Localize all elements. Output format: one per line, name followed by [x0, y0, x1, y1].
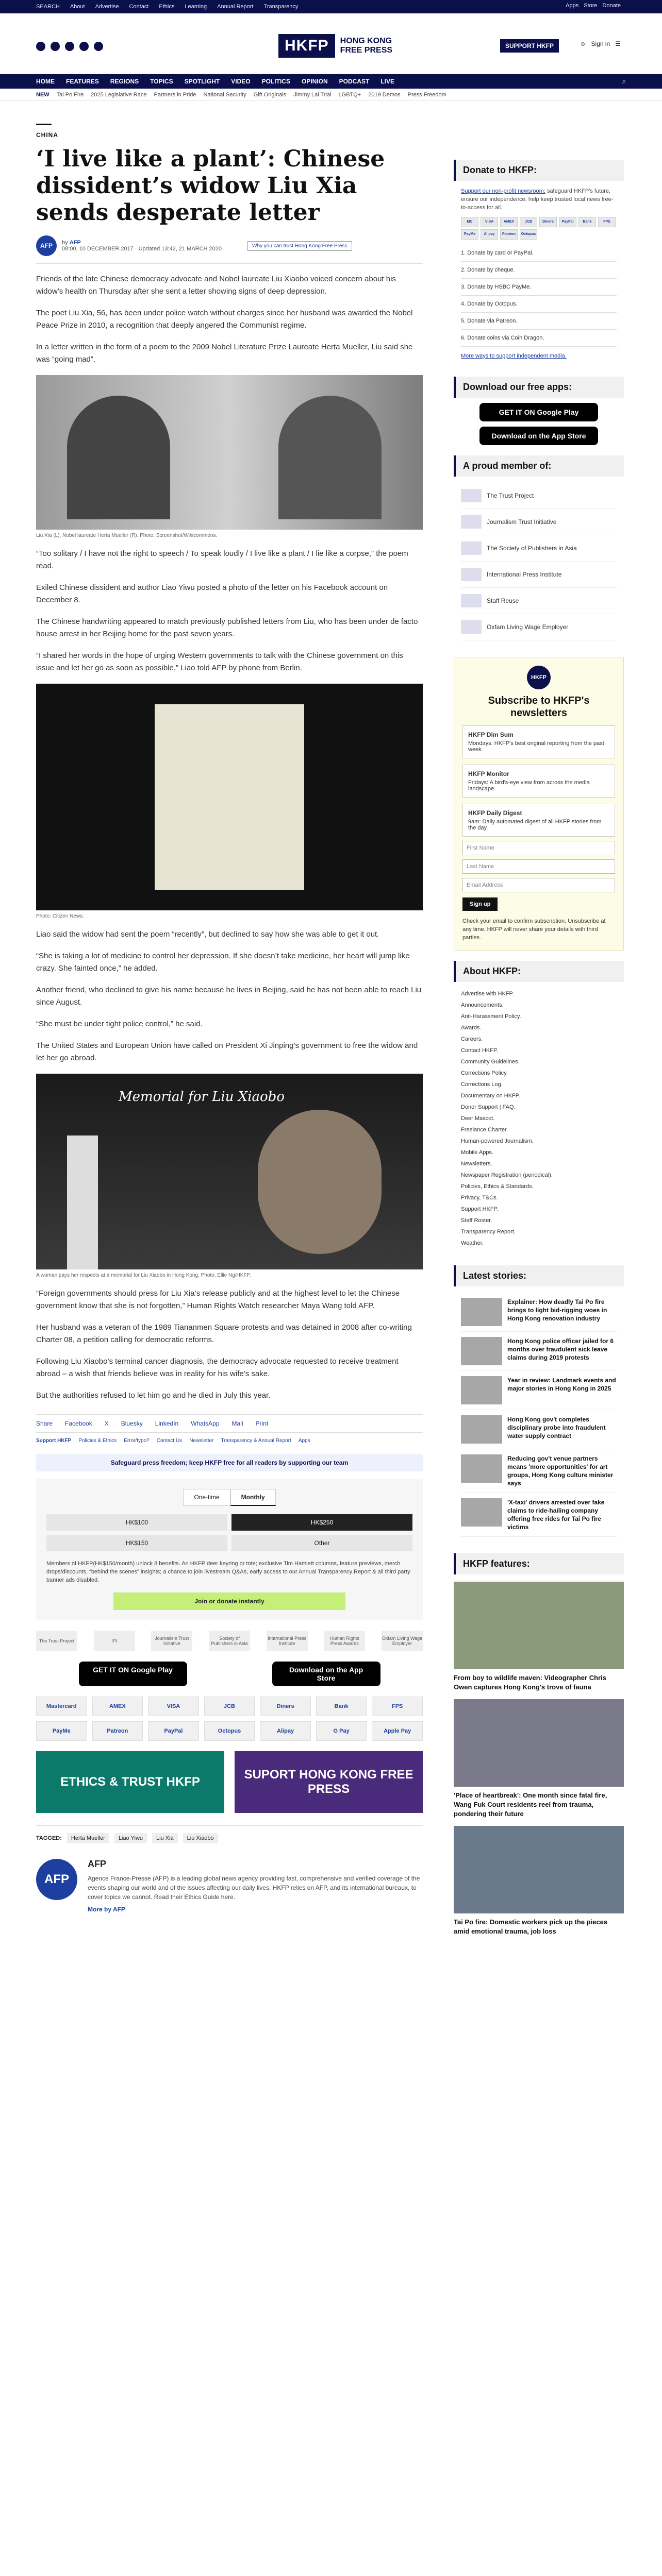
- payment-method[interactable]: JCB: [204, 1697, 255, 1716]
- promo-banners: [36, 1751, 423, 1813]
- site-header: [0, 13, 662, 74]
- about-link[interactable]: Corrections Log.: [461, 1081, 503, 1088]
- card-logo[interactable]: PayPal: [559, 217, 576, 227]
- feature-title: From boy to wildlife maven: Videographer Chris Owen captures Hong Kong's trove of fauna: [454, 1674, 606, 1691]
- donate-support-link[interactable]: Support our non-profit newsroom;: [461, 188, 545, 194]
- utility-link-search[interactable]: SEARCH: [36, 4, 60, 10]
- about-link[interactable]: Support HKFP.: [461, 1206, 499, 1212]
- trending-tag[interactable]: Gift Originals: [253, 92, 287, 98]
- latest-story[interactable]: [461, 1293, 617, 1332]
- member-name: Staff Reuse: [487, 597, 519, 604]
- article-paragraph: But the authorities refused to let him go and he died in July this year.: [36, 1391, 271, 1400]
- newsletter-link[interactable]: Newsletter: [189, 1438, 214, 1444]
- article-paragraph: The Chinese handwriting appeared to match previously published letters from Liu, who has been under de facto house arrest in her Beijing home for the past seven years.: [36, 617, 418, 638]
- newsletter-badge: HKFP: [527, 666, 551, 689]
- toggle-monthly[interactable]: Monthly: [230, 1489, 276, 1506]
- member-logo: [461, 515, 482, 529]
- memorial-banner-text: Memorial for Liu Xiaobo: [119, 1089, 285, 1105]
- join-donate-button[interactable]: Join or donate instantly: [113, 1592, 345, 1610]
- tag-chip[interactable]: Herta Mueller: [67, 1833, 109, 1843]
- utility-link-donate[interactable]: Donate: [602, 3, 621, 9]
- new-badge: NEW: [36, 92, 49, 98]
- youtube-icon[interactable]: [79, 42, 89, 51]
- about-link[interactable]: Announcements.: [461, 1002, 504, 1008]
- amount-options: [46, 1514, 412, 1551]
- article-paragraph: “I shared her words in the hope of urging Western governments to talk with the Chinese government on this issue and let her go as soon as possible,” Liao told AFP by phone from Berlin.: [36, 651, 403, 672]
- member-logo: [461, 489, 482, 502]
- about-link[interactable]: Deer Mascot.: [461, 1115, 495, 1122]
- about-link[interactable]: Weather.: [461, 1240, 484, 1246]
- about-link[interactable]: Anti-Harassment Policy.: [461, 1013, 521, 1020]
- about-link[interactable]: Contact HKFP.: [461, 1047, 498, 1054]
- partner-logo[interactable]: International Press Institute: [267, 1631, 308, 1651]
- article-category[interactable]: CHINA: [36, 131, 58, 139]
- amount-option[interactable]: HK$100: [46, 1514, 227, 1531]
- tagged-row: [36, 1825, 423, 1843]
- trending-tag[interactable]: Press Freedom: [407, 92, 446, 98]
- payment-method[interactable]: Patreon: [92, 1721, 143, 1741]
- article-paragraph: Another friend, who declined to give his name because he lives in Beijing, said he has not been able to reach Liu since August.: [36, 986, 422, 1007]
- portrait-right: [278, 396, 382, 519]
- article-photo-memorial: [36, 1074, 423, 1269]
- member-item[interactable]: [461, 483, 617, 509]
- member-name: Oxfam Living Wage Employer: [487, 623, 569, 631]
- partner-logo[interactable]: The Trust Project: [36, 1631, 77, 1651]
- latest-story[interactable]: [461, 1371, 617, 1410]
- trending-tag[interactable]: Tai Po Fire: [56, 92, 84, 98]
- nav-item-podcast[interactable]: PODCAST: [339, 78, 370, 85]
- payment-method[interactable]: PayMe: [36, 1721, 87, 1741]
- site-logo[interactable]: [278, 34, 392, 58]
- logo-line-2: FREE PRESS: [340, 46, 393, 55]
- member-item[interactable]: [461, 509, 617, 535]
- author-box-bio: Agence France-Presse (AFP) is a leading global news agency providing fast, comprehensive and verified coverage of the events shaping our world and of the issues affecting our daily lives. HKFP relies on AFP, and its international bureaux, to cover topics we cannot. Read their Ethics Guide here.: [88, 1875, 420, 1901]
- about-link[interactable]: Privacy, T&Cs.: [461, 1195, 498, 1201]
- utility-link-learning[interactable]: Learning: [185, 4, 207, 10]
- contact-link[interactable]: Contact Us: [156, 1438, 183, 1444]
- nav-item-topics[interactable]: TOPICS: [150, 78, 173, 85]
- amount-option-selected[interactable]: HK$250: [231, 1514, 412, 1531]
- support-links: [36, 1438, 423, 1444]
- membership-benefits: Members of HKFP(HK$150/month) unlock 8 benefits. An HKFP deer keyring or tote; exclusive Tim Hamlett columns, feature previews, merch drops/discounts, “behind the scenes” insights; a chance to join livestream Q&As, early access to our Annual Transparency Report & all third party banner ads disabled.: [46, 1561, 410, 1583]
- error-link[interactable]: Error/typo?: [124, 1438, 150, 1444]
- feature-story[interactable]: [454, 1582, 624, 1692]
- author-box-name[interactable]: AFP: [88, 1859, 106, 1869]
- byline-author[interactable]: AFP: [69, 240, 81, 246]
- story-thumbnail: [461, 1298, 502, 1326]
- toggle-one-time[interactable]: One-time: [183, 1489, 230, 1506]
- feature-story[interactable]: [454, 1699, 624, 1819]
- app-store-button[interactable]: Download on the App Store: [272, 1662, 380, 1686]
- share-bluesky[interactable]: Bluesky: [121, 1420, 143, 1427]
- support-link[interactable]: Support HKFP: [36, 1438, 72, 1444]
- latest-story[interactable]: [461, 1449, 617, 1493]
- story-thumbnail: [461, 1454, 502, 1483]
- sidebar-google-play-button[interactable]: GET IT ON Google Play: [479, 403, 598, 421]
- ethics-promo[interactable]: ETHICS & TRUST HKFP: [36, 1751, 224, 1813]
- instagram-icon[interactable]: [65, 42, 74, 51]
- utility-link-about[interactable]: About: [70, 4, 85, 10]
- payment-methods: [36, 1697, 423, 1741]
- card-logo[interactable]: Octopus: [520, 229, 537, 240]
- newsletter-option-name: HKFP Dim Sum: [468, 731, 514, 738]
- article-paragraph: The United States and European Union have called on President Xi Jinping’s government to free the widow and let her go abroad.: [36, 1041, 418, 1062]
- logo-line-1: HONG KONG: [340, 37, 392, 45]
- trending-tag[interactable]: Partners in Pride: [154, 92, 196, 98]
- story-title: Reducing gov't venue partners means 'more opportunities' for art groups, Hong Kong culture minister says: [507, 1455, 614, 1487]
- logo-wordmark: [340, 37, 392, 55]
- donate-description: safeguard HKFP's future, ensure our independence, help keep trusted local news free-to-access for all.: [461, 188, 614, 211]
- member-item[interactable]: [461, 588, 617, 614]
- nav-item-live[interactable]: LIVE: [380, 78, 394, 85]
- main-nav: [0, 74, 662, 89]
- story-thumbnail: [461, 1415, 502, 1444]
- partner-logo[interactable]: Journalism Trust Initiative: [151, 1631, 192, 1651]
- feature-title: 'Place of heartbreak': One month since fatal fire, Wang Fuk Court residents reel from trauma, pondering their future: [454, 1791, 607, 1818]
- latest-story[interactable]: [461, 1332, 617, 1371]
- article-paragraph: The poet Liu Xia, 56, has been under police watch without charges since her husband was awarded the Nobel Peace Prize in 2010, a recognition that deeply angered the Communist regime.: [36, 309, 413, 330]
- tag-chip[interactable]: Liao Yiwu: [114, 1833, 147, 1843]
- share-mail[interactable]: Mail: [231, 1420, 243, 1427]
- share-x[interactable]: X: [104, 1420, 109, 1427]
- donate-option[interactable]: 2. Donate by cheque.: [461, 262, 617, 279]
- trending-tag[interactable]: LGBTQ+: [338, 92, 361, 98]
- mourner-figure: [67, 1136, 98, 1269]
- story-title: 'X-taxi' drivers arrested over fake claims to ride-hailing company offering free rides for Tai Po fire victims: [507, 1499, 605, 1531]
- google-play-button[interactable]: GET IT ON Google Play: [79, 1662, 187, 1686]
- feature-story[interactable]: [454, 1826, 624, 1936]
- member-logo: [461, 541, 482, 555]
- photo-caption: A woman pays her respects at a memorial for Liu Xiaobo in Hong Kong. Photo: Ellie Ng/HKFP.: [36, 1273, 251, 1278]
- story-thumbnail: [461, 1337, 502, 1365]
- article-paragraph: “Foreign governments should press for Liu Xia’s release publicly and at the highest level to let the Chinese government know that she is not forgotten,” Human Rights Watch researcher Maya Wang told AFP.: [36, 1289, 400, 1310]
- about-link[interactable]: Policies, Ethics & Standards.: [461, 1183, 534, 1190]
- partner-logo[interactable]: Society of Publishers in Asia: [209, 1631, 250, 1651]
- author-box-text: [88, 1859, 423, 1913]
- article-paragraph: Following Liu Xiaobo’s terminal cancer diagnosis, the democracy advocate requested to receive treatment abroad – a wish that friends believe was in reality for his wife’s sake.: [36, 1357, 399, 1378]
- member-item[interactable]: [461, 562, 617, 588]
- payment-method[interactable]: Diners: [260, 1697, 311, 1716]
- last-name-input[interactable]: Last Name: [462, 859, 615, 874]
- divider: [36, 263, 423, 264]
- payment-method[interactable]: Alipay: [260, 1721, 311, 1741]
- newsletter-signup: [454, 657, 624, 951]
- photo-caption: Liu Xia (L), Nobel laureate Herta Mueller (R). Photo: Screenshot/Wikicommons.: [36, 533, 218, 538]
- newsletter-option-name: HKFP Monitor: [468, 770, 509, 777]
- payment-method[interactable]: Octopus: [204, 1721, 255, 1741]
- member-logo: [461, 620, 482, 634]
- nav-item-regions[interactable]: REGIONS: [110, 78, 139, 85]
- member-item[interactable]: [461, 535, 617, 562]
- about-heading: About HKFP:: [454, 961, 624, 982]
- tag-chip[interactable]: Liu Xia: [152, 1833, 178, 1843]
- donate-section: [454, 181, 624, 366]
- story-title: Year in review: Landmark events and major stories in Hong Kong in 2025: [507, 1377, 616, 1392]
- telegram-icon[interactable]: [94, 42, 103, 51]
- card-logo[interactable]: FPS: [598, 217, 616, 227]
- portrait-left: [67, 396, 170, 519]
- photo-caption: Photo: Citizen News.: [36, 913, 84, 919]
- article-paragraph: “She must be under tight police control,” he said.: [36, 1020, 203, 1028]
- handwritten-letter: [155, 704, 304, 890]
- about-list: [454, 982, 624, 1255]
- story-thumbnail: [461, 1498, 502, 1527]
- card-logo[interactable]: MC: [461, 217, 478, 227]
- about-link[interactable]: Community Guidelines.: [461, 1059, 520, 1065]
- member-name: The Trust Project: [487, 492, 534, 499]
- article-headline: ‘I live like a plant’: Chinese dissident’s widow Liu Xia sends desperate letter: [36, 146, 385, 226]
- about-link[interactable]: Freelance Charter.: [461, 1127, 508, 1133]
- main-nav-items: [36, 78, 394, 85]
- nav-item-spotlight[interactable]: SPOTLIGHT: [184, 78, 220, 85]
- story-thumbnail: [461, 1376, 502, 1404]
- about-link[interactable]: Advertise with HKFP.: [461, 991, 514, 997]
- about-link[interactable]: Donor Support | FAQ.: [461, 1104, 516, 1110]
- signin-link[interactable]: Sign in: [591, 40, 610, 47]
- payment-method[interactable]: G Pay: [316, 1721, 367, 1741]
- byline: [36, 235, 423, 256]
- payment-method[interactable]: Apple Pay: [372, 1721, 423, 1741]
- utility-link-annual-report[interactable]: Annual Report: [217, 4, 254, 10]
- newsletter-option-dimsum[interactable]: [462, 725, 615, 758]
- social-icons: [36, 42, 103, 51]
- member-name: Journalism Trust Initiative: [487, 518, 557, 526]
- partner-logos: [36, 1631, 423, 1651]
- card-logo[interactable]: Diners: [539, 217, 557, 227]
- card-logo[interactable]: VISA: [481, 217, 498, 227]
- transparency-link[interactable]: Transparency & Annual Report: [221, 1438, 291, 1444]
- utility-link-contact[interactable]: Contact: [129, 4, 149, 10]
- member-logo: [461, 594, 482, 607]
- partner-logo[interactable]: Oxfam Living Wage Employer: [382, 1631, 423, 1651]
- story-title: Explainer: How deadly Tai Po fire brings to light bid-rigging woes in Hong Kong renovation industry: [507, 1298, 607, 1322]
- share-print[interactable]: Print: [255, 1420, 269, 1427]
- memorial-portrait: [258, 1110, 382, 1254]
- top-utility-bar: [0, 0, 662, 13]
- feature-image: [454, 1699, 624, 1787]
- about-link[interactable]: Newsletters.: [461, 1161, 492, 1167]
- latest-story[interactable]: [461, 1493, 617, 1537]
- about-link[interactable]: Human-powered Journalism.: [461, 1138, 534, 1144]
- donate-widget: [36, 1479, 423, 1620]
- utility-link-store[interactable]: Store: [584, 3, 598, 9]
- about-link[interactable]: Newspaper Registration (periodical).: [461, 1172, 553, 1178]
- amount-option[interactable]: HK$150: [46, 1535, 227, 1551]
- share-label: Share: [36, 1420, 53, 1427]
- partner-logo[interactable]: Human Rights Press Awards: [324, 1631, 365, 1651]
- utility-links: [36, 4, 298, 10]
- member-list: [454, 477, 624, 647]
- support-promo[interactable]: SUPORT HONG KONG FREE PRESS: [235, 1751, 423, 1813]
- utility-right-links: [566, 3, 621, 9]
- newsletter-note: Check your email to confirm subscription. Unsubscribe at any time. HKFP will never share your details with third parties.: [462, 918, 606, 941]
- kicker-bar: [36, 124, 52, 125]
- donate-option[interactable]: 6. Donate coins via Coin Dragon.: [461, 330, 617, 347]
- card-logo[interactable]: Patreon: [500, 229, 518, 240]
- about-link[interactable]: Staff Roster.: [461, 1217, 492, 1224]
- byline-updated: Updated 13:42, 21 MARCH 2020: [138, 246, 222, 252]
- donate-banner[interactable]: Safeguard press freedom; keep HKFP free for all readers by supporting our team: [36, 1454, 423, 1471]
- amount-option-other[interactable]: Other: [231, 1535, 412, 1551]
- about-link[interactable]: Corrections Policy.: [461, 1070, 508, 1076]
- facebook-icon[interactable]: [36, 42, 45, 51]
- menu-icon[interactable]: ☰: [615, 40, 621, 47]
- donate-option[interactable]: 4. Donate by Octopus.: [461, 296, 617, 313]
- more-ways-link[interactable]: More ways to support independent media.: [461, 353, 567, 359]
- utility-link-apps[interactable]: Apps: [566, 3, 579, 9]
- article-photo-letter: [36, 684, 423, 910]
- member-name: The Society of Publishers in Asia: [487, 545, 577, 552]
- trending-tag[interactable]: 2019 Demos: [368, 92, 401, 98]
- nav-item-features[interactable]: FEATURES: [66, 78, 99, 85]
- card-logo[interactable]: Alipay: [481, 229, 498, 240]
- tagged-label: TAGGED:: [36, 1835, 62, 1841]
- byline-by-label: by: [62, 240, 68, 246]
- article-paragraph: In a letter written in the form of a poem to the 2009 Nobel Literature Prize Laureate Herta Mueller, Liu said she was “going mad”.: [36, 343, 413, 364]
- byline-date: 08:00, 10 DECEMBER 2017: [62, 246, 134, 252]
- author-avatar[interactable]: AFP: [36, 235, 57, 256]
- support-hkfp-button[interactable]: SUPPORT HKFP: [500, 39, 559, 53]
- newsletter-option-desc: Mondays: HKFP's best original reporting from the past week.: [468, 740, 604, 753]
- article-paragraph: Liao said the widow had sent the poem “recently”, but declined to say how she was able to get it out.: [36, 930, 379, 939]
- donate-option[interactable]: 5. Donate via Patreon.: [461, 313, 617, 330]
- donate-option[interactable]: 1. Donate by card or PayPal.: [461, 245, 617, 262]
- more-by-author-link[interactable]: More by AFP: [88, 1906, 125, 1913]
- latest-story[interactable]: [461, 1410, 617, 1449]
- newsletter-option-monitor[interactable]: [462, 765, 615, 798]
- trust-link[interactable]: Why you can trust Hong Kong Free Press: [247, 241, 352, 251]
- trending-tag[interactable]: National Security: [203, 92, 246, 98]
- share-bar: [36, 1414, 423, 1433]
- about-link[interactable]: Transparency Report.: [461, 1229, 516, 1235]
- article-paragraph: “She is taking a lot of medicine to control her depression. If she doesn’t take medicine, her heart will jump like crazy. She fainted once,” he added.: [36, 952, 410, 973]
- donate-card-logos: [461, 217, 617, 240]
- feature-title: Tai Po fire: Domestic workers pick up the pieces amid emotional trauma, job loss: [454, 1918, 608, 1935]
- nav-item-opinion[interactable]: OPINION: [301, 78, 328, 85]
- member-item[interactable]: [461, 614, 617, 640]
- payment-method[interactable]: VISA: [148, 1697, 199, 1716]
- donate-option[interactable]: 3. Donate by HSBC PayMe.: [461, 279, 617, 296]
- card-logo[interactable]: AMEX: [500, 217, 518, 227]
- payment-method[interactable]: FPS: [372, 1697, 423, 1716]
- card-logo[interactable]: PayMe: [461, 229, 478, 240]
- trending-tags-strip: [0, 89, 662, 101]
- author-box: [36, 1859, 423, 1913]
- newsletter-title: Subscribe to HKFP's newsletters: [488, 695, 590, 719]
- trending-tags: [36, 92, 446, 98]
- about-link[interactable]: Documentary on HKFP.: [461, 1093, 520, 1099]
- card-logo[interactable]: JCB: [520, 217, 537, 227]
- nav-item-politics[interactable]: POLITICS: [261, 78, 290, 85]
- search-icon[interactable]: ⌕: [622, 77, 626, 85]
- article: [36, 124, 423, 1913]
- policies-link[interactable]: Policies & Ethics: [78, 1438, 117, 1444]
- latest-heading: Latest stories:: [454, 1265, 624, 1286]
- newsletter-option-desc: 9am: Daily automated digest of all HKFP stories from the day.: [468, 819, 602, 831]
- article-paragraph: Exiled Chinese dissident and author Liao Yiwu posted a photo of the letter on his Facebook account on December 8.: [36, 583, 388, 604]
- utility-link-transparency[interactable]: Transparency: [263, 4, 299, 10]
- frequency-toggle: [46, 1489, 412, 1506]
- share-facebook[interactable]: Facebook: [65, 1420, 92, 1427]
- first-name-input[interactable]: First Name: [462, 841, 615, 855]
- newsletter-option-digest[interactable]: [462, 804, 615, 837]
- payment-method[interactable]: PayPal: [148, 1721, 199, 1741]
- author-box-avatar[interactable]: AFP: [36, 1859, 77, 1900]
- apps-heading: Download our free apps:: [454, 377, 624, 398]
- article-paragraph: Her husband was a veteran of the 1989 Tiananmen Square protests and was detained in 2008 after co-writing Charter 08, a petition calling for democratic reforms.: [36, 1323, 412, 1344]
- card-logo[interactable]: Bank: [578, 217, 596, 227]
- article-paragraph: “Too solitary / I have not the right to speech / To speak loudly / I live like a plant / I lie like a corpse,” the poem read.: [36, 549, 408, 570]
- newsletter-option-name: HKFP Daily Digest: [468, 809, 522, 817]
- trending-tag[interactable]: 2025 Legislative Race: [91, 92, 147, 98]
- article-photo-liu-xia-mueller: [36, 375, 423, 530]
- logo-mark: HKFP: [278, 34, 335, 58]
- tag-chip[interactable]: Liu Xiaobo: [183, 1833, 218, 1843]
- payment-method[interactable]: Mastercard: [36, 1697, 87, 1716]
- newsletter-option-desc: Fridays: A bird's-eye view from across the media landscape.: [468, 779, 590, 792]
- latest-stories: [454, 1286, 624, 1543]
- payment-method[interactable]: AMEX: [92, 1697, 143, 1716]
- trending-tag[interactable]: Jimmy Lai Trial: [293, 92, 332, 98]
- nav-item-video[interactable]: VIDEO: [231, 78, 251, 85]
- feature-image: [454, 1582, 624, 1669]
- about-link[interactable]: Careers.: [461, 1036, 483, 1042]
- member-logo: [461, 568, 482, 581]
- features-heading: HKFP features:: [454, 1553, 624, 1574]
- partner-logo[interactable]: IPI: [94, 1631, 135, 1651]
- utility-link-advertise[interactable]: Advertise: [95, 4, 119, 10]
- sidebar: [454, 160, 624, 1936]
- share-linkedin[interactable]: LinkedIn: [155, 1420, 179, 1427]
- apps-link[interactable]: Apps: [298, 1438, 310, 1444]
- feature-image: [454, 1826, 624, 1913]
- email-input[interactable]: Email Address: [462, 878, 615, 892]
- article-paragraph: Friends of the late Chinese democracy advocate and Nobel laureate Liu Xiaobo voiced concern about his widow’s health on Thursday after she sent a letter showing signs of deep depression.: [36, 275, 396, 296]
- story-title: Hong Kong police officer jailed for 6 months over fraudulent sick leave claims during 2019 protests: [507, 1337, 614, 1361]
- header-actions: [580, 40, 621, 47]
- payment-method[interactable]: Bank: [316, 1697, 367, 1716]
- signup-button[interactable]: Sign up: [462, 897, 498, 911]
- app-store-buttons: [36, 1662, 423, 1686]
- donate-heading: Donate to HKFP:: [454, 160, 624, 181]
- x-icon[interactable]: [51, 42, 60, 51]
- utility-link-ethics[interactable]: Ethics: [159, 4, 175, 10]
- byline-text: by AFP 08:00, 10 DECEMBER 2017 · Updated 13:42, 21 MARCH 2020: [62, 240, 222, 252]
- member-heading: A proud member of:: [454, 455, 624, 477]
- member-name: International Press Institute: [487, 571, 562, 578]
- about-link[interactable]: Mobile Apps.: [461, 1149, 493, 1156]
- nav-item-home[interactable]: HOME: [36, 78, 55, 85]
- user-icon[interactable]: ☺: [580, 40, 586, 47]
- share-whatsapp[interactable]: WhatsApp: [191, 1420, 220, 1427]
- story-title: Hong Kong gov't completes disciplinary probe into fraudulent water supply contract: [507, 1416, 606, 1439]
- sidebar-app-store-button[interactable]: Download on the App Store: [479, 427, 598, 445]
- about-link[interactable]: Awards.: [461, 1025, 482, 1031]
- donate-options: [461, 245, 617, 347]
